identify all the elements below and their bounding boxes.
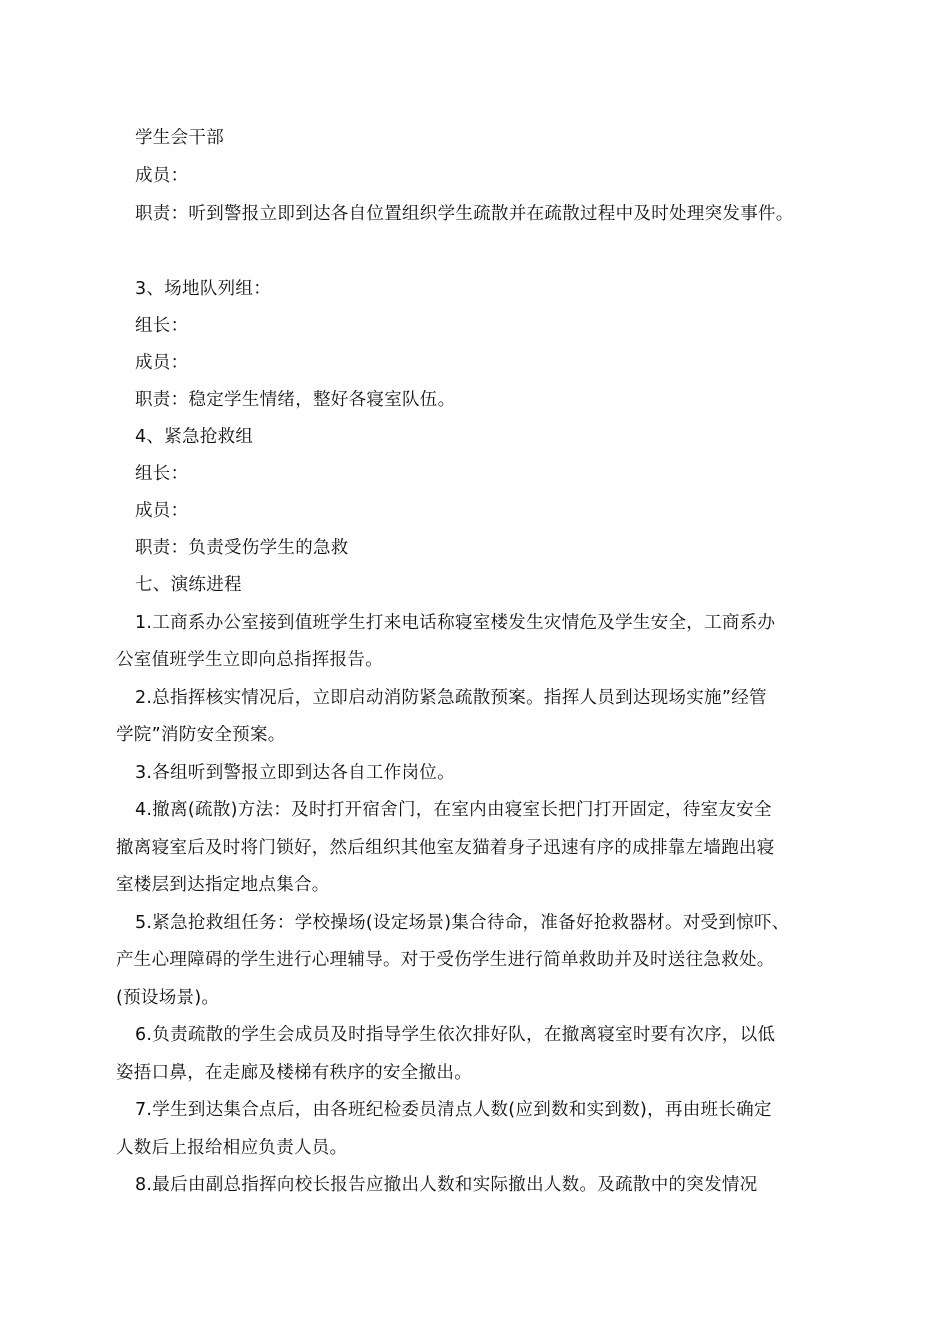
text-line: 成员： [135,353,189,373]
section-heading: 七、演练进程 [135,575,242,595]
paragraph-line: 6.负责疏散的学生会成员及时指导学生依次排好队，在撤离寝室时要有次序，以低 [135,1025,776,1045]
paragraph-line: 3.各组听到警报立即到达各自工作岗位。 [135,763,455,783]
paragraph-line: 7.学生到达集合点后，由各班纪检委员清点人数(应到数和实到数)，再由班长确定 [135,1100,772,1120]
section-heading: 3、场地队列组： [135,279,272,299]
paragraph-line: 5.紧急抢救组任务：学校操场(设定场景)集合待命，准备好抢救器材。对受到惊吓、 [135,913,790,933]
paragraph-line: 1.工商系办公室接到值班学生打来电话称寝室楼发生灾情危及学生安全，工商系办 [135,613,776,633]
text-line: 职责：稳定学生情绪，整好各寝室队伍。 [135,390,456,410]
text-line: 学生会干部 [135,128,224,148]
paragraph-line: 4.撤离(疏散)方法：及时打开宿舍门，在室内由寝室长把门打开固定，待室友安全 [135,800,772,820]
text-line: 成员： [135,501,189,521]
paragraph-line: 人数后上报给相应负责人员。 [116,1138,348,1158]
paragraph-line: 学院”消防安全预案。 [116,725,286,745]
paragraph-line: 姿捂口鼻，在走廊及楼梯有秩序的安全撤出。 [116,1063,472,1083]
paragraph-line: 2.总指挥核实情况后，立即启动消防紧急疏散预案。指挥人员到达现场实施”经管 [135,688,767,708]
text-line: 成员： [135,166,189,186]
section-heading: 4、紧急抢救组 [135,427,254,447]
paragraph-line: 8.最后由副总指挥向校长报告应撤出人数和实际撤出人数。及疏散中的突发情况 [135,1175,758,1195]
paragraph-line: 产生心理障碍的学生进行心理辅导。对于受伤学生进行简单救助并及时送往急救处。 [116,950,775,970]
text-line: 职责：听到警报立即到达各自位置组织学生疏散并在疏散过程中及时处理突发事件。 [135,204,794,224]
paragraph-line: 撤离寝室后及时将门锁好，然后组织其他室友猫着身子迅速有序的成排靠左墙跑出寝 [116,838,775,858]
paragraph-line: 公室值班学生立即向总指挥报告。 [116,650,383,670]
text-line: 职责：负责受伤学生的急救 [135,538,349,558]
text-line: 组长： [135,464,189,484]
paragraph-line: (预设场景)。 [116,988,220,1008]
paragraph-line: 室楼层到达指定地点集合。 [116,875,330,895]
text-line: 组长： [135,316,189,336]
